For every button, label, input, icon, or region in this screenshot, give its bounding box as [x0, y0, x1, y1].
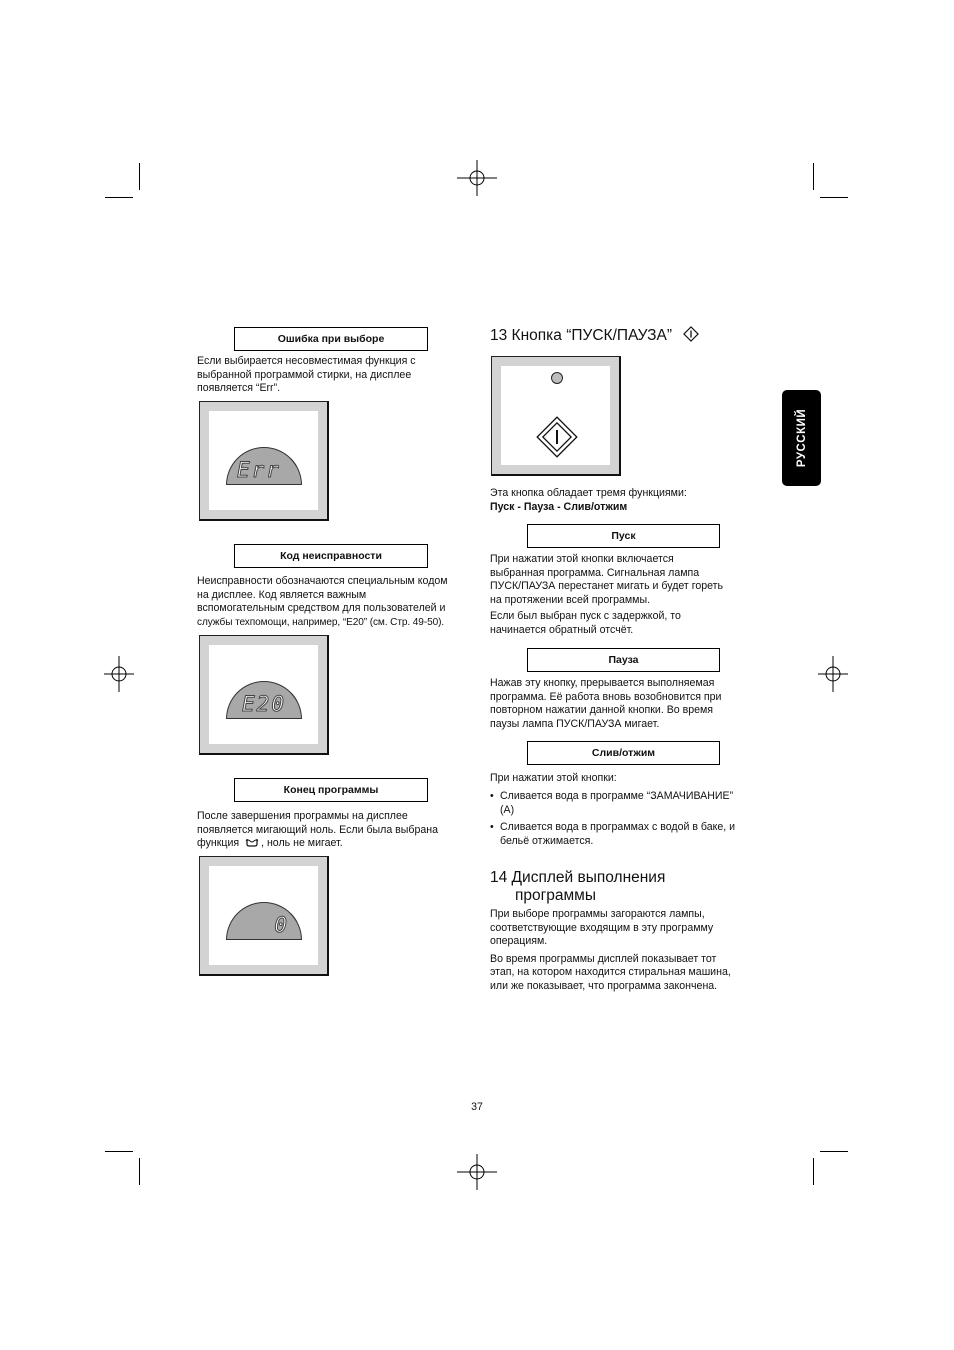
display-readout-e20: E20 [242, 692, 286, 716]
end-of-program-label: Конец программы [234, 778, 428, 802]
bullet-icon: • [490, 821, 494, 833]
drain-spin-label: Слив/отжим [527, 741, 720, 765]
display-dome [226, 681, 302, 719]
language-tab [782, 390, 821, 486]
fault-text: Неисправности обозначаются специальным кодом на дисплее. Код является важным вспомогательным средством для пользователей и службы техпомощи, например, “E20” (см. Стр. 49-50). [197, 575, 448, 628]
registration-mark-left [104, 656, 134, 692]
start-pause-icon [683, 326, 699, 342]
pause-text: Нажав эту кнопку, прерывается выполняемая программа. Её работа вновь возобновится при повторном нажатии данной кнопки. Во время паузы лампа ПУСК/ПАУЗА мигает. [490, 677, 722, 730]
heading-14-line2: программы [515, 887, 596, 904]
language-tab-label: РУССКИЙ [795, 408, 808, 468]
registration-mark-bottom [457, 1154, 497, 1190]
drain-bullet-1: • Сливается вода в программе “ЗАМАЧИВАНИЕ” (A) [490, 790, 734, 816]
error-text: Если выбирается несовместимая функция с выбранной программой стирки, на дисплее появляется “Err”. [197, 355, 416, 395]
start-pause-panel [491, 356, 621, 476]
start-pause-indicator-lamp [551, 372, 563, 384]
display-readout-err: Err [237, 458, 281, 482]
heading-14 [490, 869, 665, 905]
display-panel-e20 [199, 635, 329, 755]
pause-label: Пауза [527, 648, 720, 672]
page-number: 37 [471, 1101, 483, 1113]
heading-13-text: 13 Кнопка “ПУСК/ПАУЗА” [490, 327, 673, 344]
registration-mark-right [818, 656, 848, 692]
start-label: Пуск [527, 524, 720, 548]
start-text: При нажатии этой кнопки включается выбранная программа. Сигнальная лампа ПУСК/ПАУЗА перестанет мигать и будет гореть на протяжении всей программы. Если был выбран пуск с задержкой, то начинается обратный отсчёт. [490, 553, 724, 636]
heading-13 [490, 326, 699, 345]
registration-mark-top [457, 160, 497, 196]
fault-code-label: Код неисправности [234, 544, 428, 568]
display-dome [226, 447, 302, 485]
start-pause-button[interactable] [533, 413, 581, 461]
functions-intro: Эта кнопка обладает тремя функциями: Пуск - Пауза - Слив/отжим [490, 487, 687, 513]
end-text: После завершения программы на дисплее появляется мигающий ноль. Если была выбрана функция , ноль не мигает. [197, 810, 438, 850]
display-panel-zero [199, 856, 329, 976]
rinse-hold-icon [245, 837, 259, 847]
heading-14-line1: 14 Дисплей выполнения [490, 869, 666, 886]
drain-bullet-2: • Сливается вода в программах с водой в баке, и бельё отжимается. [490, 821, 736, 847]
display-readout-zero: 0 [274, 913, 289, 937]
drain-intro: При нажатии этой кнопки: [490, 772, 617, 784]
error-selection-label: Ошибка при выборе [234, 327, 428, 351]
bullet-icon: • [490, 790, 494, 802]
display-text: При выборе программы загораются лампы, соответствующие входящим в эту программу операциям. Во время программы дисплей показывает тот этап, на котором находится стиральная машина, или же показывает, что программа закончена. [490, 908, 731, 992]
display-dome [226, 902, 302, 940]
display-panel-err [199, 401, 329, 521]
